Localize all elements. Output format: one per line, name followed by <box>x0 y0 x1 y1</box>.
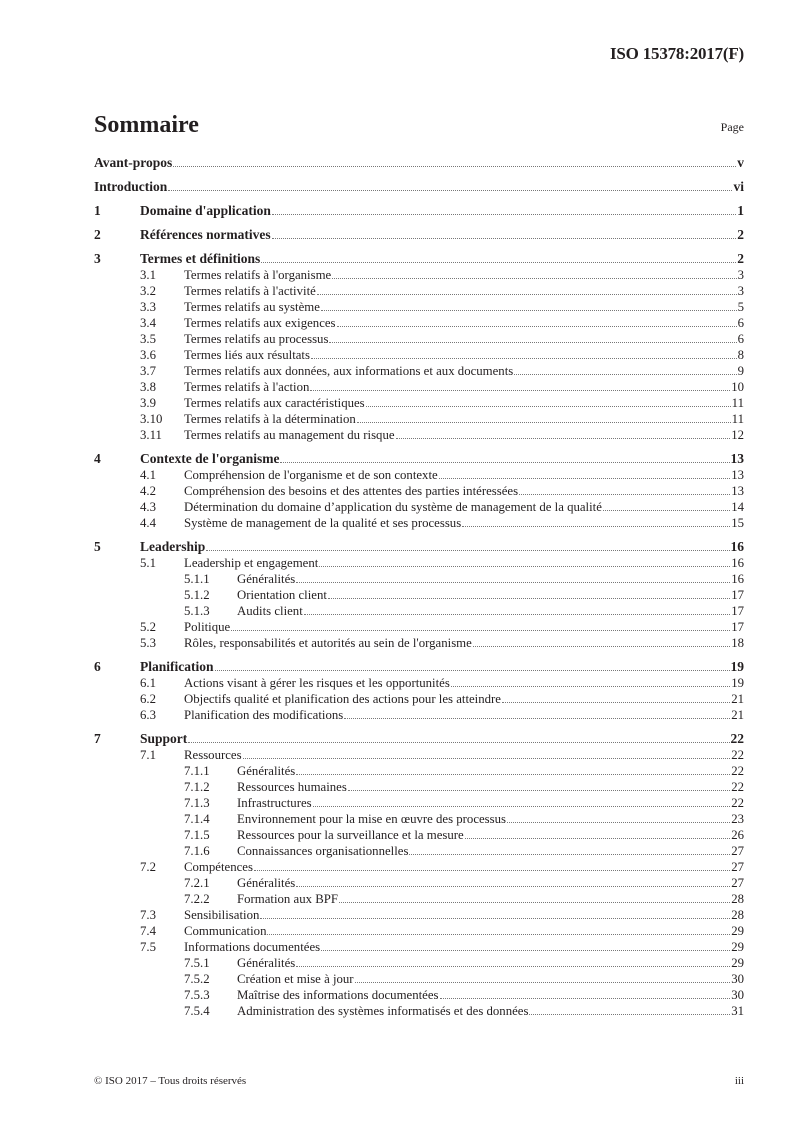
toc-entry-label: Contexte de l'organisme <box>140 451 280 466</box>
toc-entry-page: 15 <box>731 516 744 530</box>
toc-entry-page: 11 <box>731 412 744 426</box>
toc-entry-number: 7.3 <box>140 908 156 922</box>
toc-entry-page: 16 <box>731 572 744 586</box>
toc-entry-page: 6 <box>737 332 744 346</box>
toc-entry-label: Infrastructures <box>237 796 312 810</box>
dot-leader <box>311 358 737 359</box>
toc-entry-label: Termes relatifs aux données, aux informations et aux documents <box>184 364 514 378</box>
toc-entry-label: Création et mise à jour <box>237 972 354 986</box>
toc-entry-label: Communication <box>184 924 267 938</box>
dot-leader <box>254 870 730 871</box>
toc-entry[interactable] <box>94 483 744 499</box>
toc-entry-page: 17 <box>731 604 744 618</box>
toc-entry-label: Termes et définitions <box>140 251 261 266</box>
dot-leader <box>465 838 730 839</box>
toc-entry[interactable] <box>94 779 744 795</box>
toc-entry-number: 7.1.5 <box>184 828 210 842</box>
toc-entry-page: 19 <box>730 659 744 674</box>
toc-entry-page: 22 <box>731 748 744 762</box>
toc-entry-number: 7.5.3 <box>184 988 210 1002</box>
dot-leader <box>260 918 730 919</box>
toc-entry[interactable] <box>94 267 744 283</box>
dot-leader <box>206 550 729 551</box>
toc-entry[interactable] <box>94 691 744 707</box>
toc-entry-number: 5.1.3 <box>184 604 210 618</box>
toc-entry-number: 7.5.2 <box>184 972 210 986</box>
page-column-label: Page <box>720 120 744 134</box>
toc-entry-label: Compétences <box>184 860 253 874</box>
dot-leader <box>272 238 737 239</box>
toc-entry-page: 17 <box>731 620 744 634</box>
toc-entry-number: 6.2 <box>140 692 156 706</box>
toc-entry-label: Termes relatifs à l'action <box>184 380 310 394</box>
toc-entry-label: Système de management de la qualité et ses processus <box>184 516 462 530</box>
toc-entry-number: 7.5.1 <box>184 956 210 970</box>
dot-leader <box>409 854 730 855</box>
toc-entry-page: 18 <box>731 636 744 650</box>
toc-entry[interactable] <box>94 331 744 347</box>
toc-entry-page: 21 <box>731 708 744 722</box>
toc-entry[interactable] <box>94 571 744 587</box>
toc-entry-page: 11 <box>731 396 744 410</box>
toc-entry-number: 5.1.1 <box>184 572 210 586</box>
toc-entry[interactable] <box>94 515 744 531</box>
toc-entry-page: 5 <box>737 300 744 314</box>
toc-entry-page: 27 <box>731 860 744 874</box>
toc-entry[interactable] <box>94 603 744 619</box>
toc-entry-page: 3 <box>737 284 744 298</box>
dot-leader <box>267 934 730 935</box>
toc-entry-label: Connaissances organisationnelles <box>237 844 409 858</box>
toc-entry-label: Domaine d'application <box>140 203 271 218</box>
toc-entry[interactable] <box>94 451 744 467</box>
toc-entry-label: Planification <box>140 659 214 674</box>
toc-entry-page: 30 <box>731 972 744 986</box>
toc-entry[interactable] <box>94 427 744 443</box>
dot-leader <box>272 214 736 215</box>
toc-entry[interactable] <box>94 859 744 875</box>
toc-entry-label: Termes relatifs au management du risque <box>184 428 395 442</box>
toc-entry-number: 7.2.1 <box>184 876 210 890</box>
dot-leader <box>310 390 730 391</box>
dot-leader <box>215 670 730 671</box>
toc-entry[interactable] <box>94 955 744 971</box>
toc-entry-number: 7.1.6 <box>184 844 210 858</box>
toc-entry-number: 7.5 <box>140 940 156 954</box>
toc-entry[interactable] <box>94 1003 744 1019</box>
toc-entry-number: 7.2 <box>140 860 156 874</box>
dot-leader <box>231 630 730 631</box>
toc-entry[interactable] <box>94 539 744 555</box>
toc-entry-label: Introduction <box>94 179 168 194</box>
toc-entry-number: 7.1.1 <box>184 764 210 778</box>
document-code: ISO 15378:2017(F) <box>609 44 744 63</box>
dot-leader <box>168 190 732 191</box>
toc-entry-number: 7.4 <box>140 924 156 938</box>
dot-leader <box>173 166 736 167</box>
toc-entry-page: 12 <box>731 428 744 442</box>
table-of-contents <box>94 155 744 1019</box>
toc-entry-number: 4.1 <box>140 468 156 482</box>
toc-entry-page: 29 <box>731 956 744 970</box>
toc-entry-page: 28 <box>731 892 744 906</box>
toc-entry-number: 6.1 <box>140 676 156 690</box>
toc-entry-page: 13 <box>731 484 744 498</box>
toc-entry-number: 6.3 <box>140 708 156 722</box>
toc-entry[interactable] <box>94 227 744 243</box>
toc-entry-label: Généralités <box>237 764 296 778</box>
toc-entry-page: 13 <box>730 451 744 466</box>
dot-leader <box>366 406 731 407</box>
dot-leader <box>329 342 736 343</box>
dot-leader <box>396 438 731 439</box>
dot-leader <box>188 742 729 743</box>
toc-entry-number: 5.3 <box>140 636 156 650</box>
toc-entry-number: 4.2 <box>140 484 156 498</box>
toc-entry-page: 6 <box>737 316 744 330</box>
toc-entry-page: 27 <box>731 876 744 890</box>
toc-entry-number: 3.6 <box>140 348 156 362</box>
toc-entry[interactable] <box>94 347 744 363</box>
dot-leader <box>502 702 730 703</box>
toc-entry[interactable] <box>94 971 744 987</box>
toc-entry-label: Détermination du domaine d’application du système de management de la qualité <box>184 500 602 514</box>
toc-entry[interactable] <box>94 707 744 723</box>
toc-entry-page: 8 <box>737 348 744 362</box>
dot-leader <box>529 1014 730 1015</box>
toc-entry-label: Compréhension des besoins et des attentes des parties intéressées <box>184 484 519 498</box>
toc-entry[interactable] <box>94 747 744 763</box>
dot-leader <box>473 646 730 647</box>
dot-leader <box>344 718 730 719</box>
toc-entry-page: 22 <box>731 796 744 810</box>
toc-entry-label: Généralités <box>237 956 296 970</box>
toc-entry-label: Leadership <box>140 539 206 554</box>
toc-entry[interactable] <box>94 467 744 483</box>
dot-leader <box>440 998 731 999</box>
toc-entry-label: Orientation client <box>237 588 327 602</box>
toc-entry[interactable] <box>94 283 744 299</box>
toc-entry-label: Rôles, responsabilités et autorités au sein de l'organisme <box>184 636 472 650</box>
toc-entry[interactable] <box>94 499 744 515</box>
footer-page-number: iii <box>734 1075 744 1087</box>
dot-leader <box>296 966 730 967</box>
dot-leader <box>261 262 736 263</box>
dot-leader <box>462 526 730 527</box>
toc-entry-label: Leadership et engagement <box>184 556 319 570</box>
toc-entry-label: Termes relatifs au système <box>184 300 320 314</box>
toc-entry-page: vi <box>733 179 744 194</box>
toc-entry-number: 7.1.4 <box>184 812 210 826</box>
dot-leader <box>243 758 731 759</box>
toc-entry-number: 4.4 <box>140 516 156 530</box>
toc-entry-page: 21 <box>731 692 744 706</box>
toc-entry-label: Planification des modifications <box>184 708 344 722</box>
toc-entry[interactable] <box>94 619 744 635</box>
toc-entry[interactable] <box>94 379 744 395</box>
toc-entry-page: 22 <box>731 780 744 794</box>
toc-entry-number: 3.3 <box>140 300 156 314</box>
toc-entry-page: 13 <box>731 468 744 482</box>
toc-entry-page: 22 <box>731 764 744 778</box>
toc-entry[interactable] <box>94 363 744 379</box>
toc-entry[interactable] <box>94 635 744 651</box>
dot-leader <box>357 422 731 423</box>
toc-entry-page: 10 <box>731 380 744 394</box>
toc-entry-number: 1 <box>94 203 101 218</box>
toc-entry[interactable] <box>94 987 744 1003</box>
toc-entry-label: Références normatives <box>140 227 271 242</box>
toc-entry-label: Généralités <box>237 572 296 586</box>
toc-entry-label: Termes relatifs à la détermination <box>184 412 356 426</box>
toc-entry-label: Ressources pour la surveillance et la mesure <box>237 828 464 842</box>
toc-entry[interactable] <box>94 875 744 891</box>
dot-leader <box>507 822 730 823</box>
toc-entry-number: 3.7 <box>140 364 156 378</box>
dot-leader <box>451 686 730 687</box>
toc-entry-label: Termes relatifs aux caractéristiques <box>184 396 365 410</box>
toc-entry-page: 2 <box>737 251 744 266</box>
toc-entry-number: 7.5.4 <box>184 1004 210 1018</box>
toc-entry-page: 1 <box>737 203 744 218</box>
toc-entry-page: 31 <box>731 1004 744 1018</box>
dot-leader <box>280 462 729 463</box>
toc-entry-page: 26 <box>731 828 744 842</box>
toc-entry-number: 2 <box>94 227 101 242</box>
dot-leader <box>321 310 737 311</box>
toc-entry-label: Compréhension de l'organisme et de son contexte <box>184 468 438 482</box>
toc-entry-number: 6 <box>94 659 101 674</box>
toc-entry[interactable] <box>94 675 744 691</box>
toc-entry-label: Audits client <box>237 604 303 618</box>
toc-entry-number: 5 <box>94 539 101 554</box>
toc-entry-number: 4.3 <box>140 500 156 514</box>
page-title: Sommaire <box>94 112 199 138</box>
toc-entry-page: 30 <box>731 988 744 1002</box>
toc-entry-number: 3.5 <box>140 332 156 346</box>
toc-entry-page: 22 <box>730 731 744 746</box>
toc-entry[interactable] <box>94 763 744 779</box>
toc-entry[interactable] <box>94 939 744 955</box>
toc-entry-page: 3 <box>737 268 744 282</box>
toc-entry-label: Avant-propos <box>94 155 173 170</box>
toc-entry-label: Informations documentées <box>184 940 321 954</box>
toc-entry-number: 3.11 <box>140 428 162 442</box>
dot-leader <box>439 478 731 479</box>
toc-entry-page: 29 <box>731 924 744 938</box>
toc-entry-page: 28 <box>731 908 744 922</box>
dot-leader <box>603 510 730 511</box>
toc-entry-page: 29 <box>731 940 744 954</box>
toc-entry-label: Termes relatifs au processus <box>184 332 329 346</box>
toc-entry-label: Ressources <box>184 748 242 762</box>
toc-entry-label: Termes relatifs à l'organisme <box>184 268 332 282</box>
toc-entry-page: 23 <box>731 812 744 826</box>
toc-entry-number: 3.8 <box>140 380 156 394</box>
toc-entry-number: 5.1.2 <box>184 588 210 602</box>
toc-entry-number: 5.1 <box>140 556 156 570</box>
toc-entry[interactable] <box>94 315 744 331</box>
toc-entry-number: 4 <box>94 451 101 466</box>
toc-entry[interactable] <box>94 923 744 939</box>
toc-entry[interactable] <box>94 155 744 171</box>
toc-entry[interactable] <box>94 179 744 195</box>
toc-entry[interactable] <box>94 907 744 923</box>
toc-entry-number: 3.10 <box>140 412 163 426</box>
toc-entry-number: 3.9 <box>140 396 156 410</box>
dot-leader <box>319 566 730 567</box>
toc-entry-number: 7 <box>94 731 101 746</box>
toc-entry-label: Sensibilisation <box>184 908 260 922</box>
toc-entry[interactable] <box>94 555 744 571</box>
dot-leader <box>313 806 731 807</box>
toc-entry-page: 9 <box>737 364 744 378</box>
dot-leader <box>519 494 730 495</box>
dot-leader <box>348 790 730 791</box>
toc-entry[interactable] <box>94 795 744 811</box>
toc-entry-page: 17 <box>731 588 744 602</box>
toc-entry-label: Support <box>140 731 188 746</box>
dot-leader <box>328 598 730 599</box>
toc-entry-label: Termes relatifs aux exigences <box>184 316 336 330</box>
toc-entry[interactable] <box>94 827 744 843</box>
toc-entry[interactable] <box>94 251 744 267</box>
toc-entry-number: 3 <box>94 251 101 266</box>
toc-entry[interactable] <box>94 891 744 907</box>
toc-entry[interactable] <box>94 587 744 603</box>
toc-entry[interactable] <box>94 203 744 219</box>
toc-entry-number: 3.4 <box>140 316 156 330</box>
toc-entry-label: Généralités <box>237 876 296 890</box>
dot-leader <box>296 774 730 775</box>
dot-leader <box>355 982 731 983</box>
dot-leader <box>321 950 730 951</box>
toc-entry-label: Formation aux BPF <box>237 892 338 906</box>
dot-leader <box>304 614 730 615</box>
toc-entry-number: 7.1.2 <box>184 780 210 794</box>
dot-leader <box>332 278 736 279</box>
dot-leader <box>296 886 730 887</box>
toc-entry-label: Politique <box>184 620 231 634</box>
toc-entry-page: 14 <box>731 500 744 514</box>
toc-entry-label: Environnement pour la mise en œuvre des processus <box>237 812 507 826</box>
toc-entry-page: 27 <box>731 844 744 858</box>
toc-entry-number: 7.1.3 <box>184 796 210 810</box>
footer-copyright: © ISO 2017 – Tous droits réservés <box>94 1075 247 1087</box>
toc-entry-number: 5.2 <box>140 620 156 634</box>
toc-entry[interactable] <box>94 659 744 675</box>
toc-entry-label: Maîtrise des informations documentées <box>237 988 439 1002</box>
toc-entry[interactable] <box>94 411 744 427</box>
toc-entry-page: 19 <box>731 676 744 690</box>
toc-entry-page: 16 <box>731 556 744 570</box>
toc-entry-number: 3.1 <box>140 268 156 282</box>
toc-entry[interactable] <box>94 395 744 411</box>
toc-entry-page: 2 <box>737 227 744 242</box>
dot-leader <box>514 374 736 375</box>
toc-entry-label: Actions visant à gérer les risques et les opportunités <box>184 676 450 690</box>
toc-entry-number: 7.2.2 <box>184 892 210 906</box>
toc-entry-page: v <box>737 155 744 170</box>
toc-entry-label: Termes liés aux résultats <box>184 348 310 362</box>
toc-entry[interactable] <box>94 299 744 315</box>
toc-entry-label: Ressources humaines <box>237 780 347 794</box>
dot-leader <box>296 582 730 583</box>
toc-entry-number: 7.1 <box>140 748 156 762</box>
dot-leader <box>337 326 737 327</box>
toc-entry-label: Objectifs qualité et planification des actions pour les atteindre <box>184 692 501 706</box>
toc-entry[interactable] <box>94 843 744 859</box>
toc-entry-label: Termes relatifs à l'activité <box>184 284 316 298</box>
dot-leader <box>339 902 730 903</box>
toc-entry-page: 16 <box>730 539 744 554</box>
toc-entry[interactable] <box>94 811 744 827</box>
dot-leader <box>317 294 737 295</box>
toc-entry-label: Administration des systèmes informatisés et des données <box>237 1004 529 1018</box>
toc-entry-number: 3.2 <box>140 284 156 298</box>
toc-entry[interactable] <box>94 731 744 747</box>
